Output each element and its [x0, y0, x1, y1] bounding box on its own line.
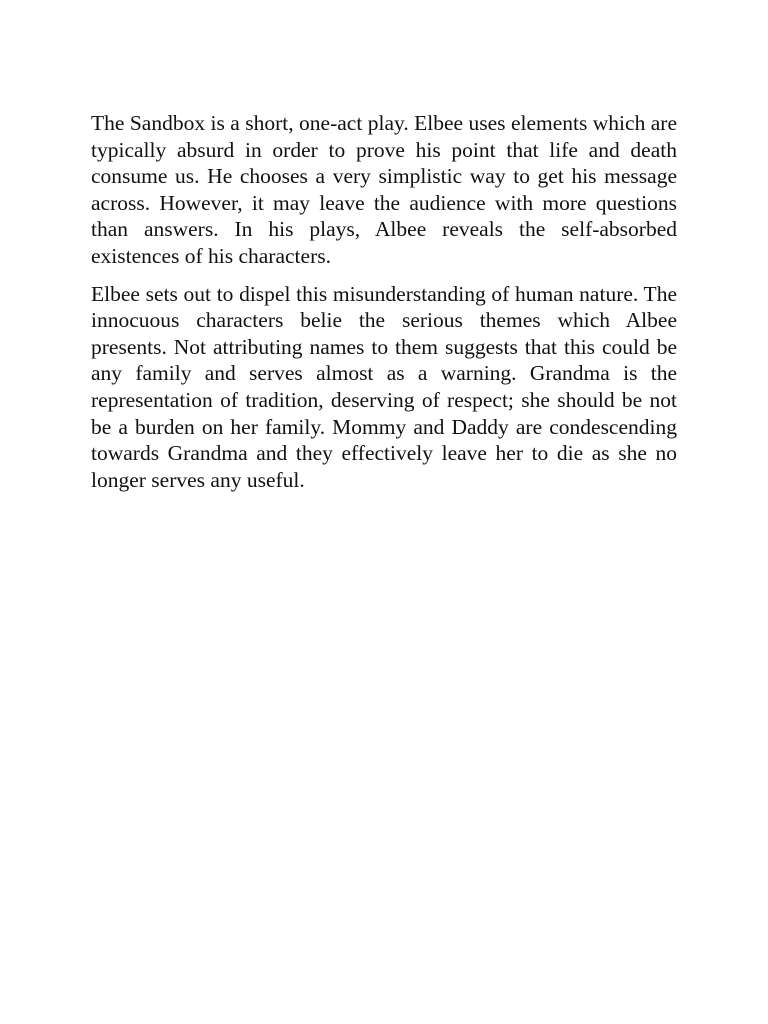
document-body	[91, 110, 677, 493]
paragraph-2: Elbee sets out to dispel this misunderstanding of human nature. The innocuous characters belie the serious themes which Albee presents. Not attributing names to them suggests that this could be any family and serves almost as a warning. Grandma is the representation of tradition, deserving of respect; she should be not be a burden on her family. Mommy and Daddy are condescending towards Grandma and they effectively leave her to die as she no longer serves any useful.	[91, 281, 677, 492]
paragraph-1: The Sandbox is a short, one-act play. Elbee uses elements which are typically absurd in order to prove his point that life and death consume us. He chooses a very simplistic way to get his message across. However, it may leave the audience with more questions than answers. In his plays, Albee reveals the self-absorbed existences of his characters.	[91, 111, 677, 268]
